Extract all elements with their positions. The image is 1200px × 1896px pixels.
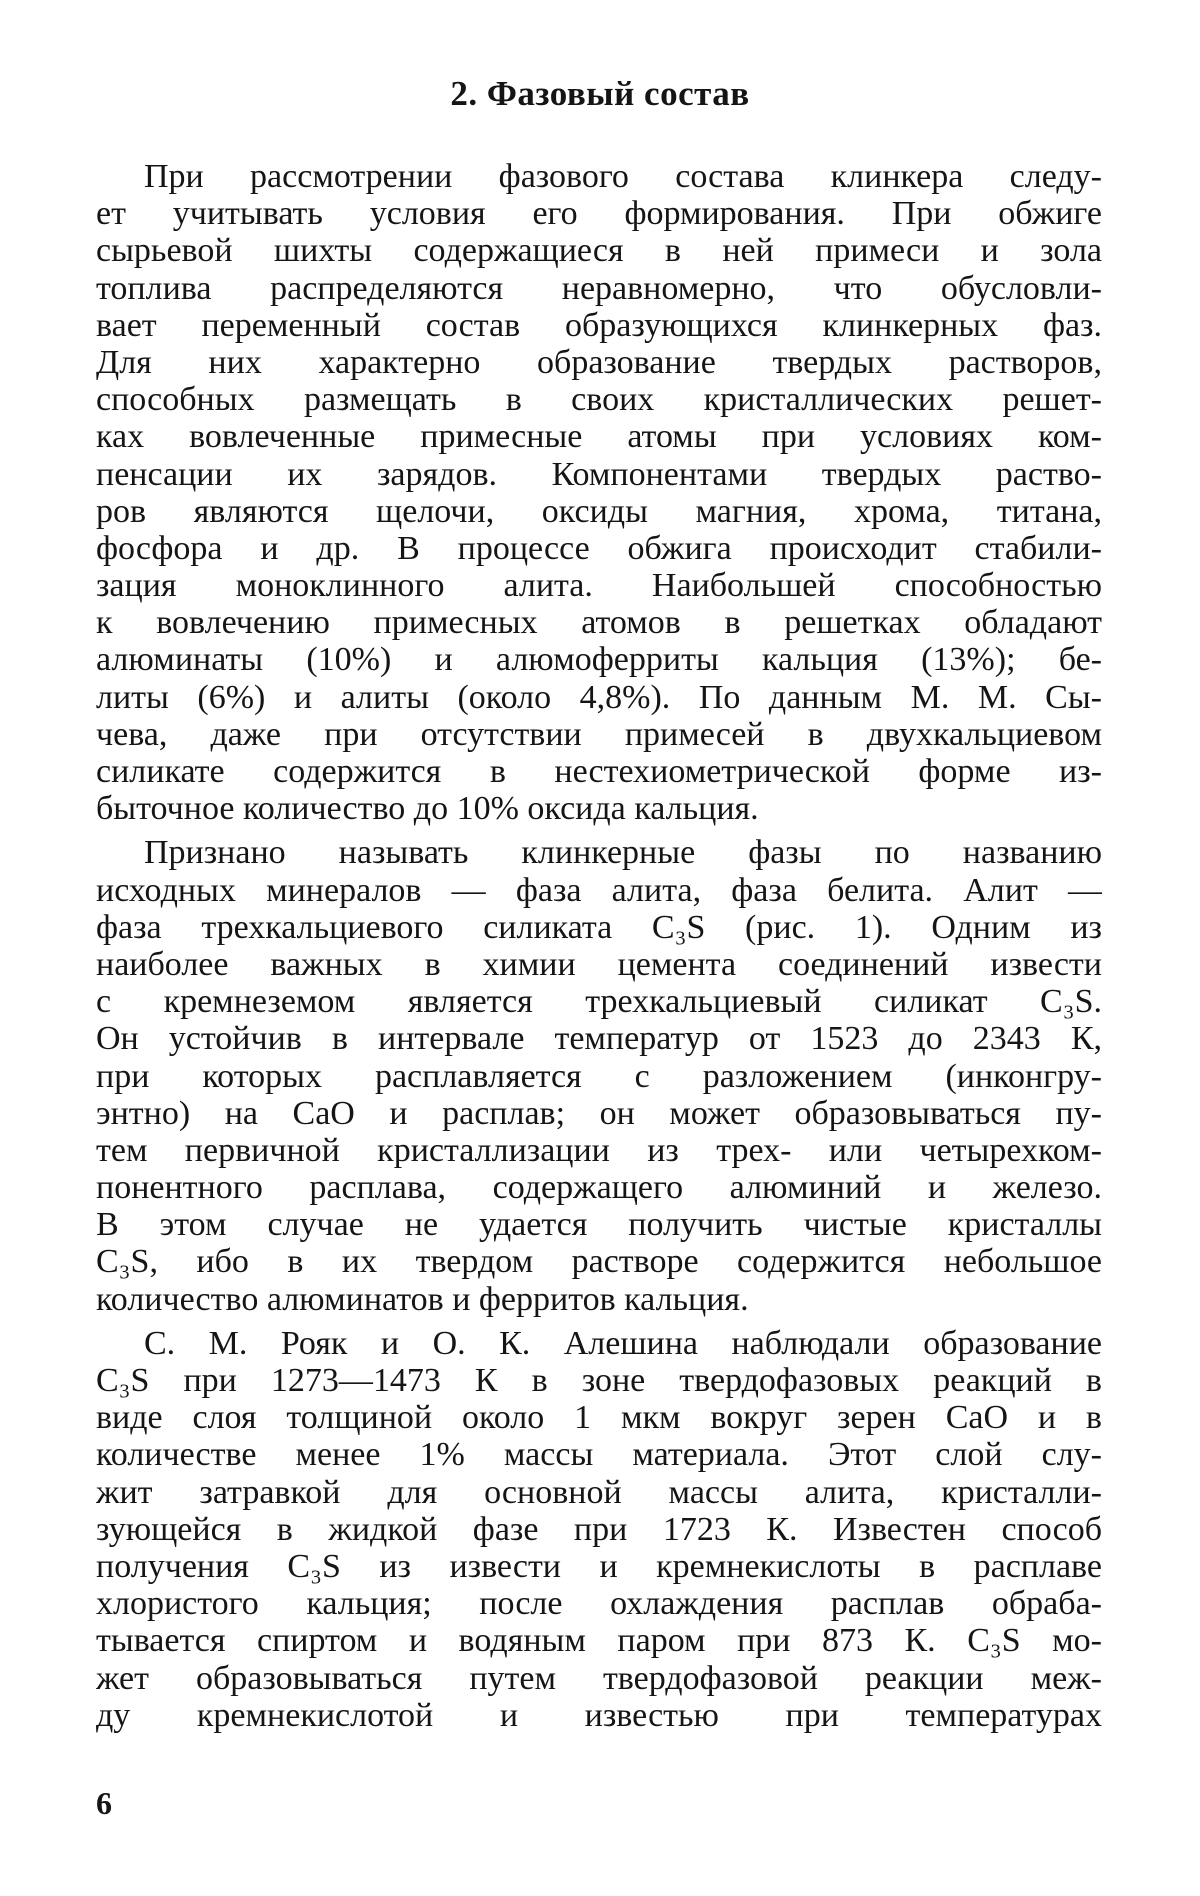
paragraph-alite-phase [96, 834, 1102, 1317]
text-line: зация моноклинного алита. Наибольшей способностью [96, 567, 1102, 605]
text-line: ет учитывать условия его формирования. При обжиге [96, 195, 1102, 233]
text-line: жит затравкой для основной массы алита, кристалли- [96, 1473, 1102, 1511]
text-line: фосфора и др. В процессе обжига происходит стабили- [96, 529, 1102, 567]
text-line: жет образовываться путем твердофазовой реакции меж- [96, 1659, 1102, 1697]
text-line: В этом случае не удается получить чистые кристаллы [96, 1206, 1102, 1244]
text-line: при которых расплавляется с разложением (инконгру- [96, 1057, 1102, 1095]
text-line: с кремнеземом является трехкальциевый силикат C₃S. [96, 983, 1102, 1021]
text-line: Он устойчив в интервале температур от 1523 до 2343 К, [96, 1020, 1102, 1058]
text-line: топлива распределяются неравномерно, что обусловли- [96, 269, 1102, 307]
text-line: виде слоя толщиной около 1 мкм вокруг зерен CaO и в [96, 1399, 1102, 1437]
text-line: ров являются щелочи, оксиды магния, хрома, титана, [96, 492, 1102, 530]
text-line: способных размещать в своих кристаллических решет- [96, 381, 1102, 419]
text-line: литы (6%) и алиты (около 4,8%). По данным М. М. Сы- [96, 678, 1102, 716]
text-line: пенсации их зарядов. Компонентами твердых раство- [96, 455, 1102, 493]
text-line: понентного расплава, содержащего алюминий и железо. [96, 1169, 1102, 1207]
text-line: к вовлечению примесных атомов в решетках обладают [96, 604, 1102, 642]
text-line: количество алюминатов и ферритов кальция. [96, 1280, 749, 1318]
section-title: 2. Фазовый состав [450, 74, 750, 113]
paragraph-phase-composition [96, 158, 1102, 827]
text-line: алюминаты (10%) и алюмоферриты кальция (13%); бе- [96, 641, 1102, 679]
text-line: исходных минералов — фаза алита, фаза белита. Алит — [96, 871, 1102, 909]
text-line: C₃S при 1273—1473 К в зоне твердофазовых реакций в [96, 1362, 1102, 1399]
text-line: C₃S, ибо в их твердом растворе содержится небольшое [96, 1243, 1102, 1281]
paragraph-gap [96, 1318, 1102, 1325]
text-line: сырьевой шихты содержащиеся в ней примеси и зола [96, 232, 1102, 270]
text-line: Признано называть клинкерные фазы по названию [144, 834, 1102, 872]
text-line: фаза трехкальциевого силиката C₃S (рис. 1). Одним из [96, 908, 1102, 946]
text-line: энтно) на CaO и расплав; он может образовываться пу- [96, 1094, 1102, 1132]
text-line: быточное количество до 10% оксида кальция. [96, 790, 759, 828]
text-line: вает переменный состав образующихся клинкерных фаз. [96, 306, 1102, 344]
text-line: ках вовлеченные примесные атомы при условиях ком- [96, 418, 1102, 456]
text-line: При рассмотрении фазового состава клинкера следу- [144, 158, 1102, 195]
text-line: Для них характерно образование твердых растворов, [96, 343, 1102, 381]
text-line: С. М. Рояк и О. К. Алешина наблюдали образование [144, 1324, 1102, 1362]
body-text [96, 158, 1102, 1734]
text-line: тем первичной кристаллизации из трех- или четырехком- [96, 1131, 1102, 1169]
paragraph-gap [96, 827, 1102, 834]
text-line: силикате содержится в нестехиометрической форме из- [96, 753, 1102, 790]
paragraph-c3s-formation [96, 1325, 1102, 1734]
text-line: ду кремнекислотой и известью при температурах [96, 1696, 1102, 1734]
text-line: тывается спиртом и водяным паром при 873 К. C₃S мо- [96, 1622, 1102, 1660]
text-line: хлористого кальция; после охлаждения расплав обраба- [96, 1585, 1102, 1623]
text-line: зующейся в жидкой фазе при 1723 К. Известен способ [96, 1510, 1102, 1548]
text-line: количестве менее 1% массы материала. Этот слой слу- [96, 1436, 1102, 1474]
text-line: чева, даже при отсутствии примесей в двухкальциевом [96, 715, 1102, 753]
text-line: наиболее важных в химии цемента соединений извести [96, 945, 1102, 983]
page-number: 6 [96, 1785, 112, 1821]
text-line: получения C₃S из извести и кремнекислоты в расплаве [96, 1547, 1102, 1585]
